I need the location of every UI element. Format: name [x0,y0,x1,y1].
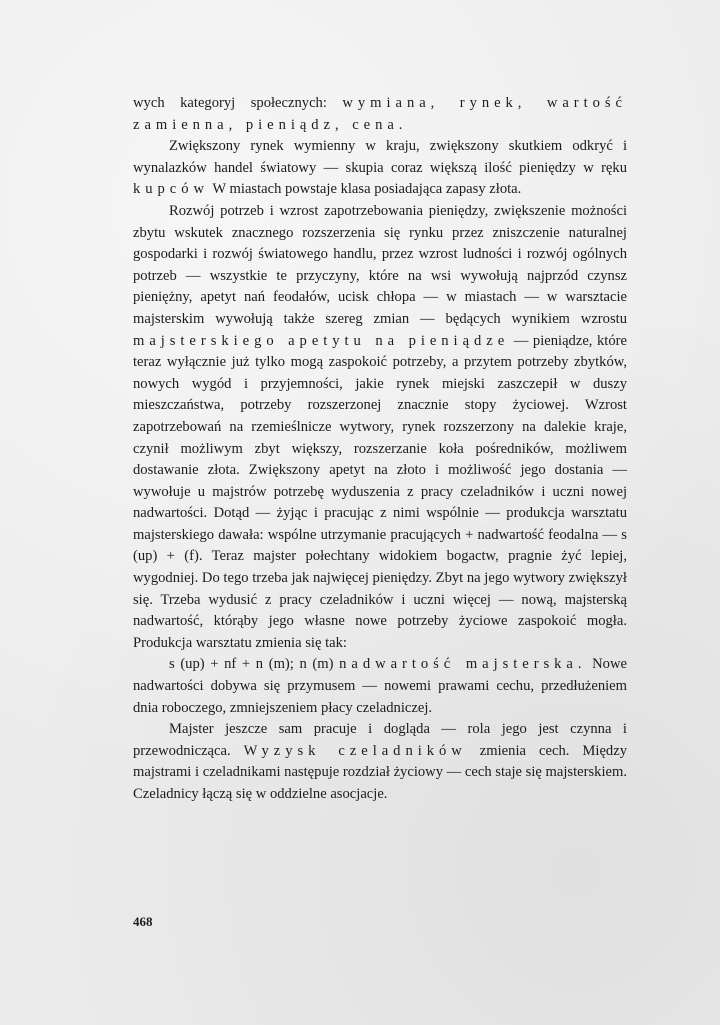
text-run: wych kategoryj społecznych: [133,95,343,111]
text-run: Majster jeszcze sam pracuje i dogląda — rola jego jest czynna i przewodnicząca. [133,721,627,759]
emphasis-run: kupców [133,181,209,198]
paragraph [133,136,627,201]
emphasis-run: majsterskiego apetytu na pieniądze [133,332,510,349]
text-run: — pieniądze, które teraz wyłącznie już tylko mogą zaspokoić potrzeby, a przytem potrzeby zbytków, nowych wygód i przyjemności, jakie rynek miejski zaszczepił w duszy mieszczaństwa, potrzeby rozszerzonej znacznie stopy życiowej. Wzrost zapotrzebowań na rzemieślnicze wytwory, rynek rozszerzony na dalekie kraje, czynił możliwym zbyt większy, rozszerzanie koła pośredników, możliwem dostawanie złota. Zwiększony apetyt na złoto i możliwość jego dostania — wywołuje u majstrów potrzebę wyduszenia z pracy czeladników i uczni nowej nadwartości. Dotąd — żyjąc i pracując z nimi wspólnie — produkcja warsztatu majsterskiego dawała: wspólne utrzymanie pracujących + nadwartość feodalna — s (up) + (f). Teraz majster połechtany widokiem bogactw, pragnie żyć lepiej, wygodniej. Do tego trzeba jak najwięcej pieniędzy. Zbyt na jego wytwory zwiększył się. Trzeba wydusić z pracy czeladników i uczni więcej — nową, majsterską nadwartość, którąby jego własne nowe potrzeby życiowe zaspokoić mogła. Produkcja warsztatu zmienia się tak: [133,332,627,651]
text-run: Rozwój potrzeb i wzrost zapotrzebowania pieniędzy, zwiększenie możności zbytu wskutek znacznego rozszerzenia się rynku przez zniszczenie naturalnej gospodarki i rozwój światowego handlu, przez wzrost ludności i rozwój ogólnych potrzeb — wszystkie te przyczyny, które na wsi wywołują najprzód czynsz pieniężny, apetyt nań feodałów, ucisk chłopa — w miastach — w warsztacie majsterskim wywołują także szereg zmian — będących wynikiem wzrostu [133,202,627,327]
paragraph [133,719,627,805]
page-number: 468 [133,914,153,929]
emphasis-run: wymiana, rynek, wartość zamienna, pieniądz, cena. [133,95,627,133]
text-run: Zwiększony rynek wymienny w kraju, zwiększony skutkiem odkryć i wynalazków handel światowy — skupia coraz większą ilość pieniędzy w ręku [133,138,627,176]
paragraph [133,201,627,654]
emphasis-run: nadwartość majsterska. [339,656,587,673]
emphasis-run: Wyzysk czeladników [243,742,467,759]
text-run: W miastach powstaje klasa posiadająca zapasy złota. [209,181,522,198]
body-text [133,93,627,806]
formula-run: s (up) + nf + n (m); n (m) [169,656,340,673]
text-run: zmienia cech. Między majstrami i czeladnikami następuje rozdział życiowy — cech staje się majsterskiem. Czeladnicy łączą się w oddzielne asocjacje. [133,742,627,802]
text-run: Nowe nadwartości dobywa się przymusem — nowemi prawami cechu, przedłużeniem dnia roboczego, zmniejszeniem płacy czeladniczej. [133,656,627,716]
paragraph-formula [133,654,627,719]
paragraph-continuation [133,93,627,136]
